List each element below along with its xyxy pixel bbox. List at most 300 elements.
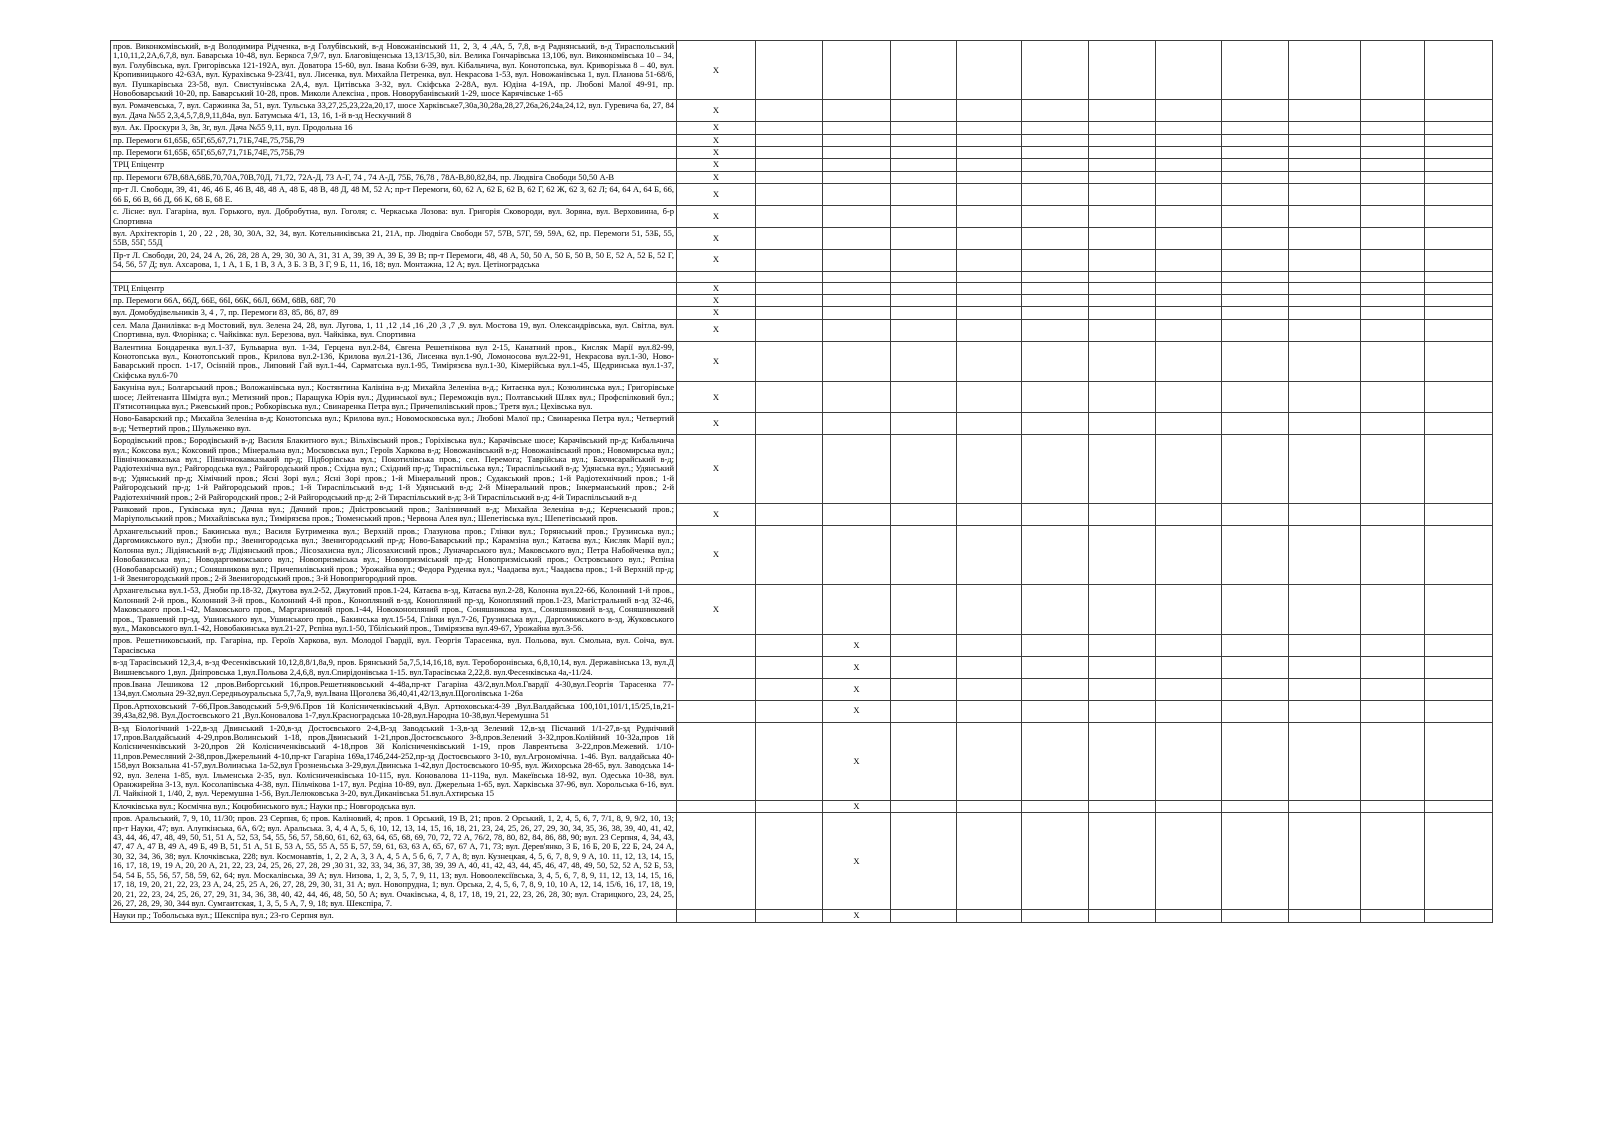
mark-cell (891, 813, 957, 910)
mark-cell (1289, 307, 1361, 319)
mark-cell (1222, 722, 1289, 800)
mark-cell (1089, 657, 1156, 679)
mark-cell (1089, 800, 1156, 812)
mark-cell (756, 271, 823, 282)
mark-cell (1089, 585, 1156, 635)
mark-cell (1289, 206, 1361, 228)
mark-cell (1089, 100, 1156, 122)
mark-cell (891, 294, 957, 306)
mark-cell (677, 800, 756, 812)
mark-cell (1022, 122, 1089, 134)
mark-cell (823, 585, 891, 635)
mark-cell (1089, 504, 1156, 526)
mark-cell (891, 413, 957, 435)
mark-cell (891, 635, 957, 657)
mark-cell (957, 341, 1022, 382)
mark-cell (1289, 319, 1361, 341)
mark-cell (756, 134, 823, 146)
table-row (111, 585, 1493, 635)
mark-cell (1425, 413, 1493, 435)
mark-cell (1089, 813, 1156, 910)
mark-cell (1089, 382, 1156, 413)
mark-cell (891, 147, 957, 159)
mark-cell (1361, 585, 1425, 635)
mark-cell (1222, 635, 1289, 657)
street-list-cell: сел. Мала Данилівка: в-д Мостовий, вул. Зелена 24, 28, вул. Лугова, 1, 11 ,12 ,14 ,16 ,20 ,3 ,7 ,9. вул. Мостова 19, вул. Олександрівська, вул. Світла, вул. Спортивна, вул. Флорінка; с. Чайківка: вул. Березова, вул. Чайківка, вул. Спортивна (111, 319, 677, 341)
mark-cell (957, 282, 1022, 294)
mark-cell (1089, 147, 1156, 159)
mark-cell (891, 41, 957, 100)
mark-cell (1156, 341, 1222, 382)
table-row (111, 800, 1493, 812)
mark-cell (1222, 171, 1289, 183)
x-mark-cell: X (677, 41, 756, 100)
mark-cell (1425, 585, 1493, 635)
mark-cell (677, 910, 756, 922)
mark-cell (1289, 134, 1361, 146)
table-row (111, 635, 1493, 657)
table-row (111, 413, 1493, 435)
mark-cell (1156, 504, 1222, 526)
mark-cell (1289, 271, 1361, 282)
mark-cell (891, 382, 957, 413)
mark-cell (1425, 249, 1493, 271)
mark-cell (756, 294, 823, 306)
mark-cell (1425, 100, 1493, 122)
x-mark-cell: X (677, 307, 756, 319)
mark-cell (1156, 910, 1222, 922)
mark-cell (1425, 504, 1493, 526)
mark-cell (1022, 271, 1089, 282)
x-mark-cell: X (677, 227, 756, 249)
mark-cell (891, 657, 957, 679)
mark-cell (1089, 413, 1156, 435)
street-list-cell: вул. Ак. Проскури 3, 3в, 3г, вул. Дача №55 9,11, вул. Продольна 16 (111, 122, 677, 134)
mark-cell (1425, 910, 1493, 922)
x-mark-cell: X (677, 413, 756, 435)
mark-cell (957, 722, 1022, 800)
mark-cell (1089, 700, 1156, 722)
mark-cell (891, 271, 957, 282)
table-row (111, 41, 1493, 100)
street-list-cell: Бородівський пров.; Бородівський в-д; Василя Блакитного вул.; Вільхівський пров.; Горіхівська вул.; Карачівське шосе; Карачівський пр-д; Кибальчича вул.; Коксова вул.; Коксовий пров.; Мінеральна вул.; Московська вул.; Героїв Харкова в-д; Новожанівський в-д; Новожанівський пров.; Новомирська вул.; Північнокавказька вул.; Північнокавказький пр-д; Підборівська вул.; Покотилівська пров.; сел. Перемога; Таврійська вул.; Бахчисарайський в-д; Радіотехнічна вул.; Райгородська вул.; Райгородський пров.; Східна вул.; Східний пр-д; Тираспільська вул.; Тираспільський в-д; Удянська вул.; Удянський в-д; Удянський пр-д; Хімічний пров.; Ясні Зорі вул.; Ясні Зорі пров.; 1-й Мінеральний пров.; Судакський пров.; 1-й Радіотехнічний пров.; 1-й Райгородський пр-д; 1-й Райгородський пров.; 1-й Тираспільський в-д; 1-й Удянський в-д; 2-й Мінеральний пров.; Інкерманський пров.; 2-й Радіотехнічний пров.; 2-й Райгородский пров.; 2-й Райгородський пр-д; 2-й Тираспільський в-д; 3-й Тираспільський в-д; 4-й Тираспільський в-д (111, 435, 677, 504)
mark-cell (891, 341, 957, 382)
mark-cell (1361, 813, 1425, 910)
mark-cell (1289, 700, 1361, 722)
mark-cell (1289, 294, 1361, 306)
table-row (111, 147, 1493, 159)
mark-cell (1222, 813, 1289, 910)
mark-cell (1361, 910, 1425, 922)
mark-cell (1089, 227, 1156, 249)
mark-cell (957, 319, 1022, 341)
x-mark-cell: X (823, 635, 891, 657)
mark-cell (677, 700, 756, 722)
mark-cell (823, 341, 891, 382)
mark-cell (756, 635, 823, 657)
x-mark-cell: X (823, 722, 891, 800)
mark-cell (1022, 184, 1089, 206)
mark-cell (756, 122, 823, 134)
table-row (111, 910, 1493, 922)
mark-cell (1361, 319, 1425, 341)
mark-cell (957, 122, 1022, 134)
mark-cell (756, 800, 823, 812)
street-list-cell: пров.Івана Лешикова 12 ,пров.Виборгський 16,пров.Решетняковський 4-48а,пр-кт Гагаріна 43/2,вул.Мол.Гвардії 4-30,вул.Георгія Тарасенка 77-134,вул.Смольна 29-32,вул.Середньоуральська 5,7,7а,9, вул.Івана Щоголєва 36,40,41,42/13,вул.Щоголівська 1-26а (111, 678, 677, 700)
mark-cell (1022, 585, 1089, 635)
mark-cell (891, 800, 957, 812)
mark-cell (1089, 271, 1156, 282)
mark-cell (1156, 382, 1222, 413)
mark-cell (1222, 122, 1289, 134)
table-row (111, 525, 1493, 584)
mark-cell (1222, 307, 1289, 319)
mark-cell (756, 147, 823, 159)
mark-cell (756, 813, 823, 910)
mark-cell (1361, 100, 1425, 122)
x-mark-cell: X (677, 122, 756, 134)
mark-cell (1361, 413, 1425, 435)
mark-cell (957, 700, 1022, 722)
mark-cell (957, 504, 1022, 526)
table-row (111, 341, 1493, 382)
x-mark-cell: X (677, 382, 756, 413)
street-list-cell: Архангельська вул.1-53, Дзюби пр.18-32, Джутова вул.2-52, Джутовий пров.1-24, Катаєва в-зд, Катаєва вул.2-28, Колонна вул.22-66, Колонний 1-й пров., Колонний 2-й пров., Колонний 3-й пров., Колонний 4-й пров., Конопляний в-зд, Конопляний пр-зд, Конопляний пров.1-23, Магістральний в-зд 32-46, Маковського пров.1-42, Маковського пров., Маргариновий пров.1-44, Новоконопляний пров., Соняшникова вул., Соняшниковий в-зд, Соняшниковий пров., Травневий пр-зд, Ушинського вул., Ушинського пров., Бакинська вул.15-54, Глінки вул.7-26, Грузинська вул., Даргомижського в-зд, Жуковського вул., Маковського вул.1-42, Новобакинська вул.21-27, Рєпіна вул.1-50, Тбіліський пров., Тимірязєва вул.49-67, Урожайна вул.3-56. (111, 585, 677, 635)
mark-cell (1156, 134, 1222, 146)
mark-cell (1289, 813, 1361, 910)
mark-cell (1425, 635, 1493, 657)
mark-cell (1425, 319, 1493, 341)
x-mark-cell: X (677, 319, 756, 341)
mark-cell (1361, 504, 1425, 526)
mark-cell (891, 206, 957, 228)
mark-cell (823, 413, 891, 435)
mark-cell (1089, 722, 1156, 800)
x-mark-cell: X (677, 435, 756, 504)
mark-cell (1361, 171, 1425, 183)
mark-cell (1156, 657, 1222, 679)
street-list-cell: Клочківська вул.; Космічна вул.; Коцюбинського вул.; Науки пр.; Новгородська вул. (111, 800, 677, 812)
street-list-cell: В-зд Біологічний 1-22,в-зд Двинський 1-20,в-зд Достоєвського 2-4,В-зд Заводський 1-3,в-зд Зелений 12,в-зд Пісчаний 1/1-27,в-зд Руднічний 17,пров.Валдайський 4-29,пров.Волинський 1-18, пров.Двинський 1-21,пров.Достоєвського 3-8,пров.Зелений 3-32,пров.Колійний 10-32а,пров 1й Колісниченківський 3-20,пров 2й Колісниченківський 4-18,пров 3й Колісниченківський 1-19, пров Лаврентьєва 3-22,пров.Межевий. 1/10-11,пров.Ремесляний 2-38,пров.Джерельний 4-10,пр-кт Гагаріна 169а,174б,244-252,пр-зд Достоєвського 3-10, вул.Агрономічна. 1-46. Вул. валдайська 40-158,вул Вокзальна 41-57,вул.Волинська 1а-52,вул Грозненьська 3-29,вул.Двинська 1-42,вул Достоєвського 10-95, вул. Жихорська 28-65, вул. Заводська 14-92, вул. Зелена 1-85, вул. Ільменська 2-35, вул. Колісниченківська 10-115, вул. Коновалова 11-119а, вул. Макеївська 18-92, вул. Одеська 10-38, вул. Оранжирейна 3-13, вул. Косолапівська 4-38, вул. Пільчікова 1-17, вул. Рєдіна 10-89, вул. Джерельна 1-65, вул. Харківська 37-96, вул. Хорольська 6-16, вул. Л. Чайкіной 1, 1/40, 2, вул. Черемушна 1-56, Вул.Лелюковська 3-20, вул.Диканівська 51.вул.Ахтирська 15 (111, 722, 677, 800)
mark-cell (677, 813, 756, 910)
mark-cell (1425, 206, 1493, 228)
x-mark-cell: X (677, 525, 756, 584)
mark-cell (823, 41, 891, 100)
mark-cell (1089, 307, 1156, 319)
x-mark-cell: X (823, 657, 891, 679)
mark-cell (1361, 294, 1425, 306)
mark-cell (1425, 341, 1493, 382)
mark-cell (1425, 271, 1493, 282)
mark-cell (1289, 657, 1361, 679)
mark-cell (1425, 525, 1493, 584)
mark-cell (756, 282, 823, 294)
mark-cell (1022, 813, 1089, 910)
mark-cell (1156, 294, 1222, 306)
mark-cell (957, 657, 1022, 679)
mark-cell (1425, 307, 1493, 319)
mark-cell (1222, 282, 1289, 294)
mark-cell (891, 171, 957, 183)
mark-cell (1089, 41, 1156, 100)
mark-cell (756, 382, 823, 413)
mark-cell (891, 184, 957, 206)
mark-cell (891, 585, 957, 635)
mark-cell (756, 722, 823, 800)
table-row (111, 206, 1493, 228)
mark-cell (1361, 122, 1425, 134)
mark-cell (957, 307, 1022, 319)
mark-cell (823, 134, 891, 146)
x-mark-cell: X (677, 147, 756, 159)
mark-cell (891, 134, 957, 146)
mark-cell (1222, 100, 1289, 122)
mark-cell (1156, 800, 1222, 812)
mark-cell (1361, 382, 1425, 413)
mark-cell (1156, 41, 1222, 100)
mark-cell (891, 100, 957, 122)
mark-cell (1089, 134, 1156, 146)
mark-cell (1222, 249, 1289, 271)
mark-cell (823, 282, 891, 294)
mark-cell (1156, 319, 1222, 341)
mark-cell (1289, 635, 1361, 657)
mark-cell (823, 319, 891, 341)
mark-cell (1022, 171, 1089, 183)
mark-cell (1022, 722, 1089, 800)
mark-cell (1361, 525, 1425, 584)
mark-cell (891, 159, 957, 171)
mark-cell (1361, 249, 1425, 271)
street-list-cell: Пров.Артюховський 7-66,Пров.Заводський 5-9,9/6.Пров 1й Колісниченківський 4,Вул. Артюховська:4-39 ,Вул.Валдайська 100,101,101/1,15/25,1в,21-39,43а,82,98. Вул.Достоєвського 21 ,Вул.Коновалова 1-7,вул.Красноградська 10-28,вул.Народна 10-38,вул.Черемушна 51 (111, 700, 677, 722)
street-list-cell: с. Лісне: вул. Гагаріна, вул. Горького, вул. Добробутна, вул. Гоголя; с. Черкаська Лозова: вул. Григорія Сковороди, вул. Зоряна, вул. Верховинна, б-р Спортивна (111, 206, 677, 228)
mark-cell (756, 41, 823, 100)
mark-cell (677, 678, 756, 700)
mark-cell (1425, 722, 1493, 800)
mark-cell (677, 271, 756, 282)
mark-cell (1361, 657, 1425, 679)
x-mark-cell: X (677, 159, 756, 171)
table-row (111, 435, 1493, 504)
mark-cell (1289, 525, 1361, 584)
mark-cell (756, 319, 823, 341)
mark-cell (756, 413, 823, 435)
mark-cell (1289, 382, 1361, 413)
mark-cell (957, 41, 1022, 100)
mark-cell (1089, 678, 1156, 700)
mark-cell (1156, 413, 1222, 435)
mark-cell (891, 525, 957, 584)
mark-cell (1022, 657, 1089, 679)
mark-cell (677, 722, 756, 800)
mark-cell (1089, 341, 1156, 382)
mark-cell (1089, 435, 1156, 504)
mark-cell (891, 678, 957, 700)
mark-cell (891, 227, 957, 249)
table-row (111, 134, 1493, 146)
mark-cell (1361, 635, 1425, 657)
mark-cell (1361, 184, 1425, 206)
mark-cell (891, 249, 957, 271)
mark-cell (1425, 678, 1493, 700)
mark-cell (1361, 134, 1425, 146)
mark-cell (756, 206, 823, 228)
mark-cell (1222, 159, 1289, 171)
mark-cell (1361, 282, 1425, 294)
table-row (111, 159, 1493, 171)
mark-cell (1425, 813, 1493, 910)
mark-cell (1022, 307, 1089, 319)
mark-cell (1361, 307, 1425, 319)
mark-cell (756, 341, 823, 382)
mark-cell (1222, 341, 1289, 382)
x-mark-cell: X (677, 585, 756, 635)
mark-cell (1022, 700, 1089, 722)
mark-cell (1289, 41, 1361, 100)
mark-cell (1022, 41, 1089, 100)
mark-cell (823, 184, 891, 206)
mark-cell (1156, 700, 1222, 722)
mark-cell (756, 700, 823, 722)
mark-cell (1425, 294, 1493, 306)
x-mark-cell: X (677, 206, 756, 228)
mark-cell (1425, 700, 1493, 722)
mark-cell (1425, 657, 1493, 679)
x-mark-cell: X (823, 700, 891, 722)
mark-cell (1089, 206, 1156, 228)
mark-cell (1222, 435, 1289, 504)
street-list-cell: Пр-т Л. Свободи, 20, 24, 24 А, 26, 28, 28 А, 29, 30, 30 А, 31, 31 А, 39, 39 А, 39 Б, 39 В; пр-т Перемоги, 48, 48 А, 50, 50 А, 50 Б, 50 В, 50 Е, 52 А, 52 Б, 52 Г, 54, 56, 57 Д; вул. Ахсарова, 1, 1 А, 1 Б, 1 В, 3 А, 3 Б. 3 В, 3 Г, 9 Б, 11, 16, 18; вул. Монтажна, 12 А; вул. Цетіноградська (111, 249, 677, 271)
mark-cell (1156, 525, 1222, 584)
mark-cell (756, 435, 823, 504)
mark-cell (1222, 800, 1289, 812)
street-list-cell: пр. Перемоги 61,65Б, 65Г,65,67,71,71Б,74Е,75,75Б,79 (111, 134, 677, 146)
mark-cell (1156, 635, 1222, 657)
mark-cell (1022, 435, 1089, 504)
table-row (111, 294, 1493, 306)
street-list-cell: в-зд Тарасівський 12,3,4, в-зд Фесенківський 10,12,8,8/1,8а,9, пров. Брянський 5а,7,5,14,16,18, вул. Тероборонівська, 6,8,10,14, вул. Державінська 13, вул.Д Вишневського 1,вул. Дніпровська 1,вул.Польова 2,4,6,8, вул.Спирідонівська 1-15. вул.Тарасівська 2,22,8. вул.Фесенківська 4а,-11/24. (111, 657, 677, 679)
x-mark-cell: X (823, 813, 891, 910)
mark-cell (1289, 122, 1361, 134)
mark-cell (957, 184, 1022, 206)
mark-cell (1222, 184, 1289, 206)
mark-cell (823, 435, 891, 504)
mark-cell (1089, 910, 1156, 922)
mark-cell (1361, 435, 1425, 504)
mark-cell (1289, 227, 1361, 249)
mark-cell (756, 504, 823, 526)
mark-cell (957, 910, 1022, 922)
street-list-cell: пр. Перемоги 61,65Б, 65Г,65,67,71,71Б,74Е,75,75Б,79 (111, 147, 677, 159)
x-mark-cell: X (677, 294, 756, 306)
table-row (111, 504, 1493, 526)
mark-cell (756, 525, 823, 584)
mark-cell (823, 504, 891, 526)
mark-cell (823, 382, 891, 413)
mark-cell (1222, 413, 1289, 435)
mark-cell (1289, 413, 1361, 435)
mark-cell (1361, 700, 1425, 722)
mark-cell (1361, 678, 1425, 700)
mark-cell (756, 227, 823, 249)
mark-cell (957, 585, 1022, 635)
mark-cell (823, 294, 891, 306)
mark-cell (1222, 700, 1289, 722)
mark-cell (1089, 171, 1156, 183)
mark-cell (823, 159, 891, 171)
street-list-cell (111, 271, 677, 282)
mark-cell (957, 635, 1022, 657)
mark-cell (1022, 134, 1089, 146)
mark-cell (1425, 282, 1493, 294)
table-row (111, 813, 1493, 910)
mark-cell (891, 435, 957, 504)
mark-cell (1156, 122, 1222, 134)
table-row (111, 382, 1493, 413)
street-list-cell: пр. Перемоги 67В,68А,68Б,70,70А,70В,70Д, 71,72, 72А-Д, 73 А-Г, 74 , 74 А-Д, 75Б, 76,78 , 78А-В,80,82,84, пр. Людвіга Свободи 50,50 А-В (111, 171, 677, 183)
mark-cell (1156, 206, 1222, 228)
table-row (111, 171, 1493, 183)
mark-cell (1022, 100, 1089, 122)
mark-cell (756, 307, 823, 319)
mark-cell (1156, 722, 1222, 800)
street-list-cell: вул. Домобудівельників 3, 4 , 7, пр. Перемоги 83, 85, 86, 87, 89 (111, 307, 677, 319)
x-mark-cell: X (677, 282, 756, 294)
mark-cell (891, 504, 957, 526)
mark-cell (957, 100, 1022, 122)
table-row (111, 700, 1493, 722)
mark-cell (1222, 910, 1289, 922)
x-mark-cell: X (677, 249, 756, 271)
mark-cell (1289, 435, 1361, 504)
mark-cell (1156, 147, 1222, 159)
table-row (111, 100, 1493, 122)
mark-cell (1289, 800, 1361, 812)
mark-cell (1289, 585, 1361, 635)
mark-cell (823, 525, 891, 584)
mark-cell (677, 657, 756, 679)
x-mark-cell: X (677, 134, 756, 146)
mark-cell (1222, 294, 1289, 306)
mark-cell (1222, 271, 1289, 282)
mark-cell (957, 294, 1022, 306)
mark-cell (1156, 678, 1222, 700)
mark-cell (823, 206, 891, 228)
street-list-cell: пр-т Л. Свободи, 39, 41, 46, 46 Б, 46 В, 48, 48 А, 48 Б, 48 В, 48 Д, 48 М, 52 А; пр-т Перемоги, 60, 62 А, 62 Б, 62 В, 62 Г, 62 Ж, 62 З, 62 Л; 64, 64 А, 64 Б, 66, 66 Б, 66 В, 66 Д, 66 К, 68 Б, 68 Е. (111, 184, 677, 206)
table-row (111, 282, 1493, 294)
mark-cell (823, 100, 891, 122)
mark-cell (1022, 382, 1089, 413)
mark-cell (1425, 227, 1493, 249)
mark-cell (1022, 206, 1089, 228)
mark-cell (1425, 382, 1493, 413)
street-list-cell: вул. Архітекторів 1, 20 , 22 , 28, 30, 30А, 32, 34, вул. Котельниківська 21, 21А, пр. Людвіга Свободи 57, 57В, 57Г, 59, 59А, 62, пр. Перемоги 51, 53Б, 55, 55В, 55Г, 55Д (111, 227, 677, 249)
table-row (111, 319, 1493, 341)
mark-cell (891, 307, 957, 319)
mark-cell (1089, 184, 1156, 206)
mark-cell (1222, 504, 1289, 526)
mark-cell (1022, 800, 1089, 812)
x-mark-cell: X (823, 910, 891, 922)
mark-cell (1425, 171, 1493, 183)
mark-cell (1156, 307, 1222, 319)
mark-cell (1222, 585, 1289, 635)
mark-cell (1022, 413, 1089, 435)
mark-cell (1425, 147, 1493, 159)
mark-cell (1156, 171, 1222, 183)
street-list-cell: пр. Перемоги 66А, 66Д, 66Е, 66І, 66К, 66Л, 66М, 68В, 68Г, 70 (111, 294, 677, 306)
mark-cell (823, 227, 891, 249)
